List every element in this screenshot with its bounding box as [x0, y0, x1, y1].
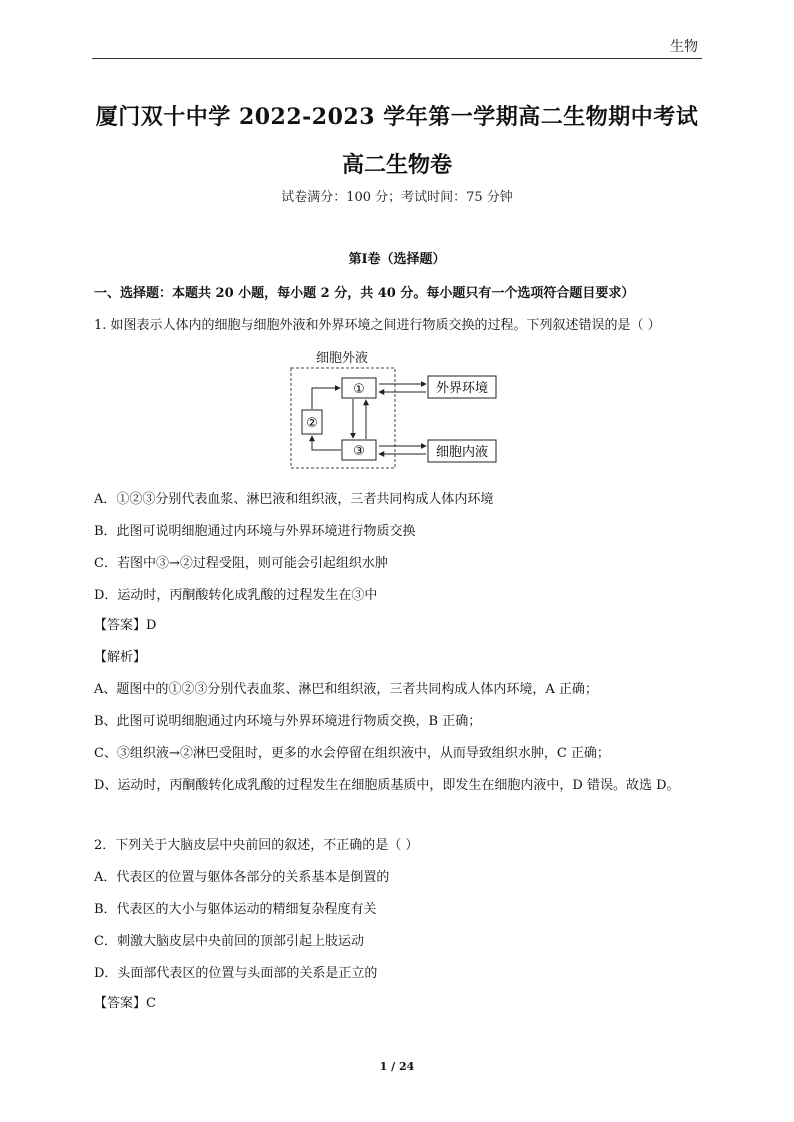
external-environment-label: 外界环境 — [435, 381, 489, 396]
box-1-label: ① — [353, 382, 365, 397]
q2-option-c: C．刺激大脑皮层中央前回的顶部引起上肢运动 — [94, 934, 364, 949]
box-3-label: ③ — [353, 444, 365, 459]
q2-stem: 2．下列关于大脑皮层中央前回的叙述，不正确的是（ ） — [94, 838, 419, 853]
q1-analysis-a: A、题图中的①②③分别代表血浆、淋巴和组织液，三者共同构成人体内环境，A 正确； — [94, 682, 598, 697]
intracellular-fluid-label: 细胞内液 — [435, 445, 489, 460]
q1-answer: 【答案】D — [94, 618, 157, 633]
arrow-2-to-1 — [312, 388, 340, 409]
q2-option-a: A．代表区的位置与躯体各部分的关系基本是倒置的 — [94, 870, 390, 885]
q2-answer: 【答案】C — [94, 996, 156, 1011]
q1-option-b: B．此图可说明细胞通过内环境与外界环境进行物质交换 — [94, 524, 416, 539]
page-title: 厦门双十中学 2022-2023 学年第一学期高二生物期中考试 — [95, 104, 699, 130]
arrow-3-to-2 — [312, 436, 341, 450]
q2-option-b: B．代表区的大小与躯体运动的精细复杂程度有关 — [94, 902, 377, 917]
q1-option-a: A．①②③分别代表血浆、淋巴液和组织液，三者共同构成人体内环境 — [94, 492, 494, 507]
exam-info: 试卷满分：100 分；考试时间：75 分钟 — [281, 190, 513, 205]
q1-analysis-label: 【解析】 — [94, 650, 147, 665]
q1-stem: 1. 如图表示人体内的细胞与细胞外液和外界环境之间进行物质交换的过程。下列叙述错误的是（ ） — [94, 318, 661, 333]
section-title: 第Ⅰ卷（选择题） — [348, 252, 446, 267]
box-2-label: ② — [306, 416, 318, 431]
q2-option-d: D．头面部代表区的位置与头面部的关系是正立的 — [94, 966, 378, 981]
header-subject: 生物 — [670, 39, 698, 55]
header-divider — [92, 58, 702, 59]
q1-option-d: D．运动时，丙酮酸转化成乳酸的过程发生在③中 — [94, 588, 378, 603]
q1-analysis-b: B、此图可说明细胞通过内环境与外界环境进行物质交换，B 正确； — [94, 714, 482, 729]
page-number: 1 / 24 — [379, 1060, 415, 1073]
section-instructions: 一、选择题：本题共 20 小题，每小题 2 分，共 40 分。每小题只有一个选项符合题目要求） — [94, 286, 635, 301]
page-subtitle: 高二生物卷 — [341, 152, 452, 178]
q1-diagram — [288, 348, 508, 472]
q1-option-c: C．若图中③→②过程受阻，则可能会引起组织水肿 — [94, 556, 388, 571]
q1-analysis-d: D、运动时，丙酮酸转化成乳酸的过程发生在细胞质基质中，即发生在细胞内液中，D 错误。故选 D。 — [94, 778, 680, 793]
q1-analysis-c: C、③组织液→②淋巴受阻时，更多的水会停留在组织液中，从而导致组织水肿，C 正确； — [94, 746, 610, 761]
outer-label: 细胞外液 — [316, 351, 369, 366]
